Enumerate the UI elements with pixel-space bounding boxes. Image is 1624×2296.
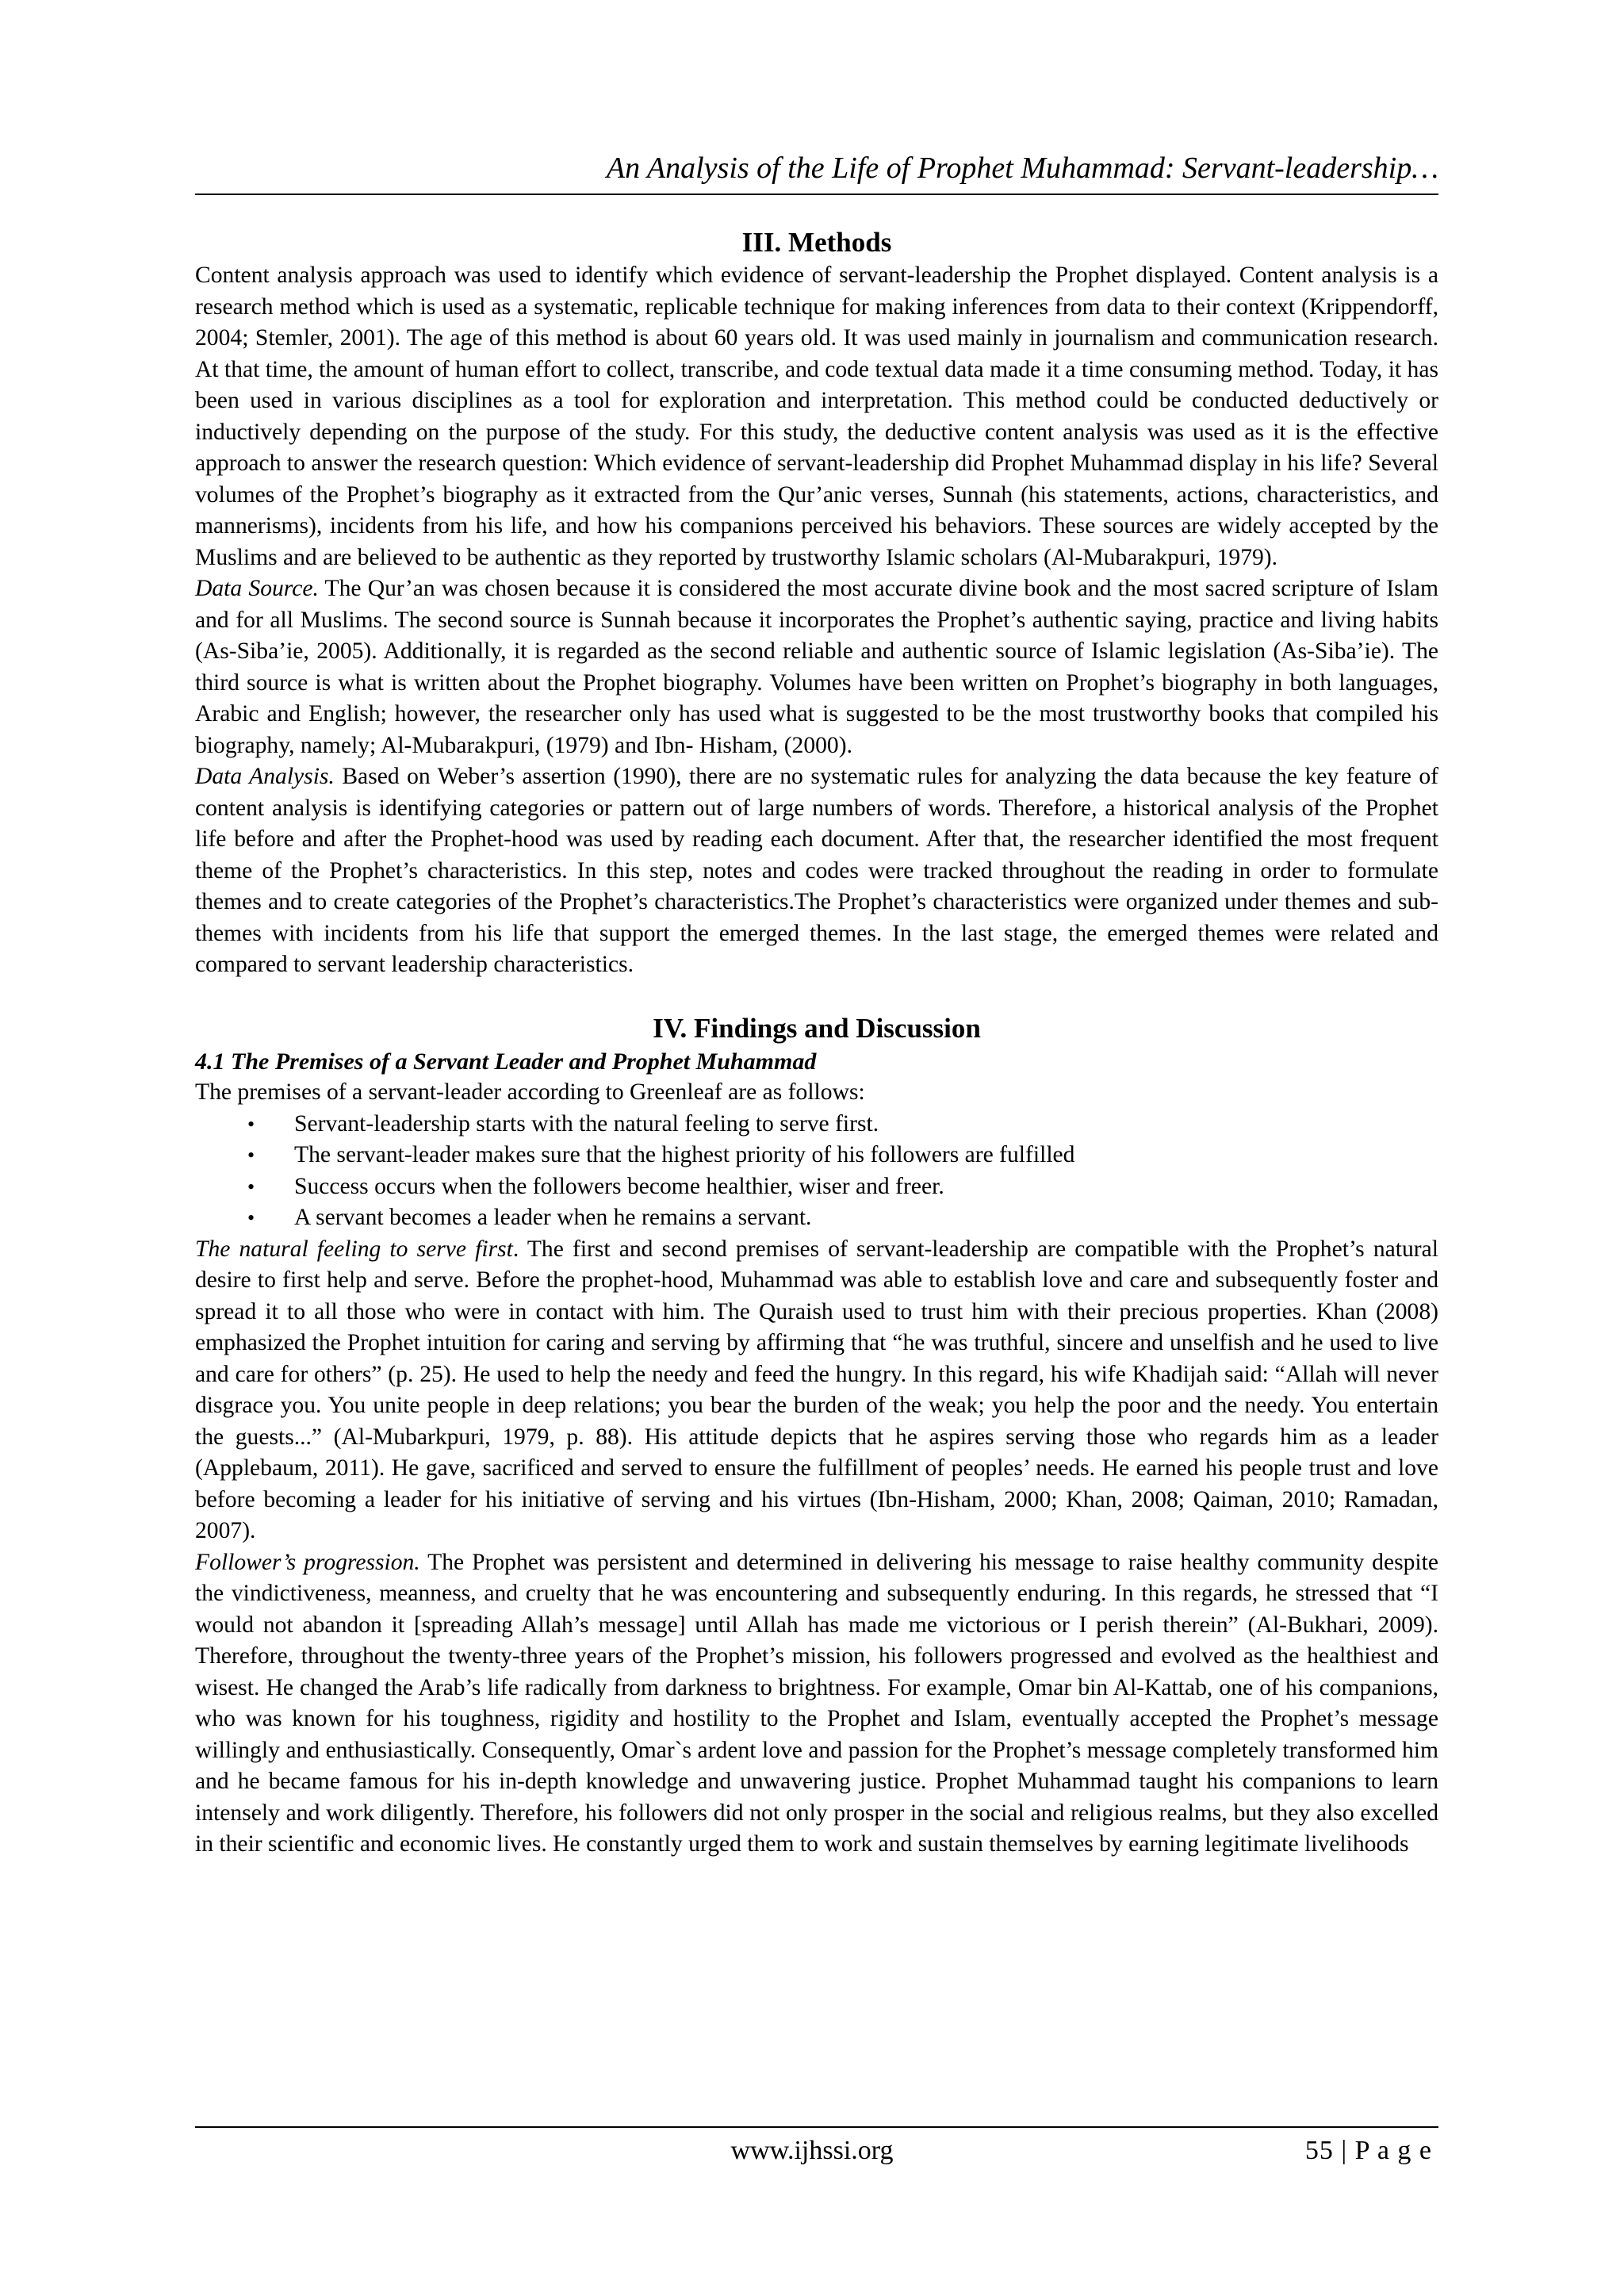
list-item-text: A servant becomes a leader when he remains a servant. [294,1205,812,1230]
footer-url: www.ijhssi.org [730,2136,894,2165]
list-item [195,1202,1438,1234]
natural-feeling-paragraph [195,1234,1438,1547]
follower-progression-text: The Prophet was persistent and determined in delivering his message to raise healthy community despite the vindictiveness, meanness, and cruelty that he was encountering and subsequently enduring. In this regards, he stressed that “I would not abandon it [spreading Allah’s message] until Allah has made me victorious or I perish therein” (Al-Bukhari, 2009). Therefore, throughout the twenty-three years of the Prophet’s mission, his followers progressed and evolved as the healthiest and wisest. He changed the Arab’s life radically from darkness to brightness. For example, Omar bin Al-Kattab, one of his companions, who was known for his toughness, rigidity and hostility to the Prophet and Islam, eventually accepted the Prophet’s message willingly and enthusiastically. Consequently, Omar`s ardent love and passion for the Prophet’s message completely transformed him and he became famous for his in-depth knowledge and unwavering justice. Prophet Muhammad taught his companions to learn intensely and work diligently. Therefore, his followers did not only prosper in the social and religious realms, but they also excelled in their scientific and economic lives. He constantly urged them to work and sustain themselves by earning legitimate livelihoods [195,1549,1439,1857]
list-item [195,1171,1438,1203]
bullet-icon: • [247,1175,255,1198]
bullet-icon: • [247,1144,255,1167]
data-source-paragraph [195,573,1438,761]
data-analysis-lead: Data Analysis. [195,764,335,789]
follower-progression-lead: Follower’s progression. [195,1549,420,1575]
premises-intro: The premises of a servant-leader according to Greenleaf are as follows: [195,1079,865,1105]
follower-progression-paragraph [195,1547,1438,1861]
natural-feeling-lead: The natural feeling to serve first [195,1236,513,1262]
premises-list [195,1109,1438,1234]
premises-subheading: 4.1 The Premises of a Servant Leader and Prophet Muhammad [195,1048,817,1075]
data-source-lead: Data Source. [195,576,319,601]
data-analysis-text: Based on Weber’s assertion (1990), there are no systematic rules for analyzing the data because the key feature of content analysis is identifying categories or pattern out of large numbers of words. Therefore, a historical analysis of the Prophet life before and after the Prophet-hood was used by reading each document. After that, the researcher identified the most frequent theme of the Prophet’s characteristics. In this step, notes and codes were tracked throughout the reading in order to formulate themes and to create categories of the Prophet’s characteristics.The Prophet’s characteristics were organized under themes and sub-themes with incidents from his life that support the emerged themes. In the last stage, the emerged themes were related and compared to servant leadership characteristics. [195,764,1438,977]
list-item [195,1140,1438,1171]
list-item [195,1109,1438,1140]
data-analysis-paragraph [195,761,1438,981]
list-item-text: The servant-leader makes sure that the highest priority of his followers are fulfilled [294,1142,1075,1167]
methods-paragraph: Content analysis approach was used to identify which evidence of servant-leadership the Prophet displayed. Content analysis is a research method which is used as a systematic, replicable technique for making inferences from data to their context (Krippendorff, 2004; Stemler, 2001). The age of this method is about 60 years old. It was used mainly in journalism and communication research. At that time, the amount of human effort to collect, transcribe, and code textual data made it a time consuming method. Today, it has been used in various disciplines as a tool for exploration and interpretation. This method could be conducted deductively or inductively depending on the purpose of the study. For this study, the deductive content analysis was used as it is the effective approach to answer the research question: Which evidence of servant-leadership did Prophet Muhammad display in his life? Several volumes of the Prophet’s biography as it extracted from the Qur’anic verses, Sunnah (his statements, actions, characteristics, and mannerisms), incidents from his life, and how his companions perceived his behaviors. These sources are widely accepted by the Muslims and are believed to be authentic as they reported by trustworthy Islamic scholars (Al-Mubarakpuri, 1979). [195,263,1438,570]
header-rule [195,194,1438,195]
data-source-text: The Qur’an was chosen because it is considered the most accurate divine book and the most sacred scripture of Islam and for all Muslims. The second source is Sunnah because it incorporates the Prophet’s authentic saying, practice and living habits (As-Siba’ie, 2005). Additionally, it is regarded as the second reliable and authentic source of Islamic legislation (As-Siba’ie). The third source is what is written about the Prophet biography. Volumes have been written on Prophet’s biography in both languages, Arabic and English; however, the researcher only has used what is suggested to be the most trustworthy books that compiled his biography, namely; Al-Mubarakpuri, (1979) and Ibn- Hisham, (2000). [195,576,1438,758]
list-item-text: Success occurs when the followers become healthier, wiser and freer. [294,1173,944,1199]
bullet-icon: • [247,1206,255,1229]
running-head: An Analysis of the Life of Prophet Muhammad: Servant-leadership… [606,151,1438,185]
page-number: 55 | P a g e [1304,2136,1432,2165]
page-body [195,225,1438,1861]
footer-rule [195,2126,1438,2128]
natural-feeling-text: . The first and second premises of servant-leadership are compatible with the Prophet’s natural desire to first help and serve. Before the prophet-hood, Muhammad was able to establish love and care and subsequently foster and spread it to all those who were in contact with him. The Quraish used to trust him with their precious properties. Khan (2008) emphasized the Prophet intuition for caring and serving by affirming that “he was truthful, sincere and unselfish and he used to live and care for others” (p. 25). He used to help the needy and feed the hungry. In this regard, his wife Khadijah said: “Allah will never disgrace you. You unite people in deep relations; you bear the burden of the weak; you help the poor and the needy. You entertain the guests...” (Al-Mubarkpuri, 1979, p. 88). His attitude depicts that he aspires serving those who regards him as a leader (Applebaum, 2011). He gave, sacrificed and served to ensure the fulfillment of peoples’ needs. He earned his people trust and love before becoming a leader for his initiative of serving and his virtues (Ibn-Hisham, 2000; Khan, 2008; Qaiman, 2010; Ramadan, 2007). [195,1236,1438,1543]
list-item-text: Servant-leadership starts with the natural feeling to serve first. [294,1110,879,1137]
findings-heading: IV. Findings and Discussion [653,1012,981,1044]
bullet-icon: • [247,1112,255,1136]
methods-heading: III. Methods [741,227,892,258]
